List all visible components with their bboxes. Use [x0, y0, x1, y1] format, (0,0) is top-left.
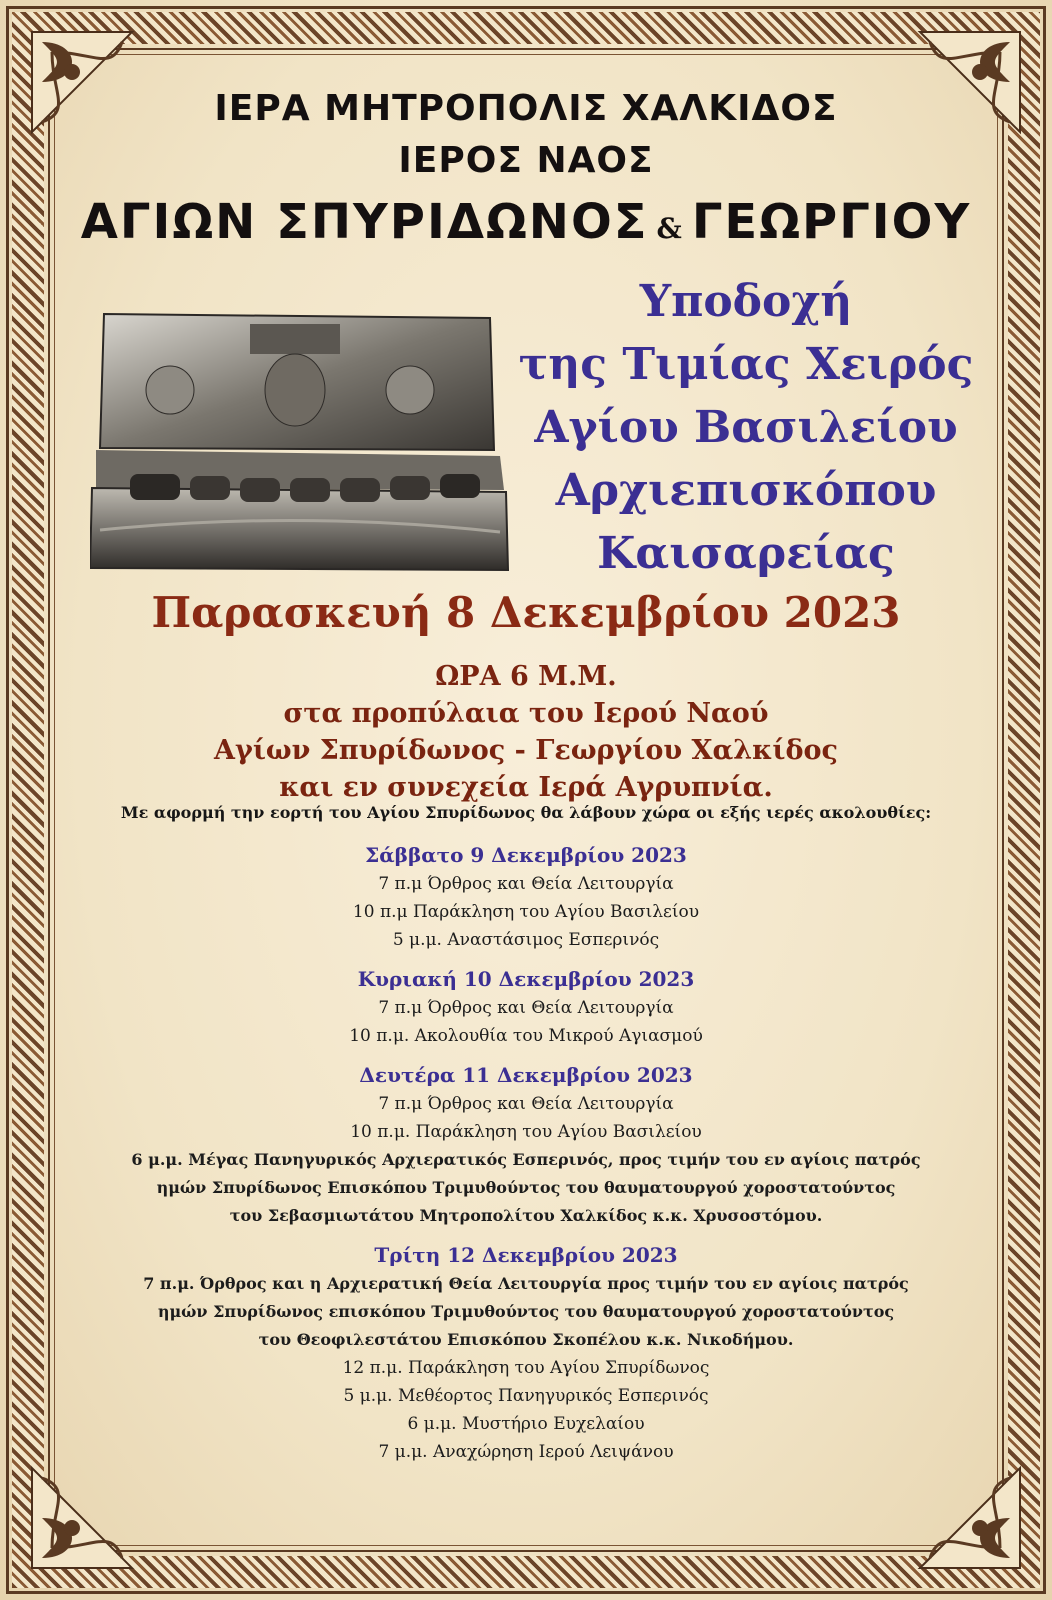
service-item: 7 π.μ Όρθρος και Θεία Λειτουργία	[378, 874, 674, 894]
service-item: 7 μ.μ. Αναχώρηση Ιερού Λειψάνου	[378, 1442, 674, 1462]
church-name-part2: ΓΕΩΡΓΙΟΥ	[691, 194, 972, 250]
service-item-bold: ημών Σπυρίδωνος επισκόπου Τριμυθούντος του θαυματουργού χοροστατούντος	[157, 1302, 895, 1321]
metropolis-title: ΙΕΡΑ ΜΗΤΡΟΠΟΛΙΣ ΧΑΛΚΙΔΟΣ	[214, 88, 838, 129]
relic-line: Αρχιεπισκόπου	[555, 465, 937, 516]
church-name	[70, 194, 982, 250]
service-item: 5 μ.μ. Αναστάσιμος Εσπερινός	[392, 930, 660, 950]
event-place: και εν συνεχεία Ιερά Αγρυπνία.	[279, 772, 773, 803]
relic-line: Αγίου Βασιλείου	[534, 402, 958, 453]
service-item-bold: 6 μ.μ. Μέγας Πανηγυρικός Αρχιερατικός Εσπερινός, προς τιμήν του εν αγίοις πατρός	[131, 1150, 921, 1169]
event-place: στα προπύλαια του Ιερού Ναού	[283, 698, 769, 729]
event-details	[70, 658, 982, 806]
schedule-day-title: Δευτέρα 11 Δεκεμβρίου 2023	[359, 1063, 693, 1087]
service-item-bold: 7 π.μ. Όρθρος και η Αρχιερατική Θεία Λειτουργία προς τιμήν του εν αγίοις πατρός	[143, 1274, 909, 1293]
service-item: 12 π.μ. Παράκληση του Αγίου Σπυρίδωνος	[342, 1358, 710, 1378]
service-item: 10 π.μ. Ακολουθία του Μικρού Αγιασμού	[349, 1026, 703, 1046]
poster-content	[70, 70, 982, 1530]
service-item: 6 μ.μ. Μυστήριο Ευχελαίου	[407, 1414, 645, 1434]
schedule-day-title: Τρίτη 12 Δεκεμβρίου 2023	[374, 1243, 678, 1267]
schedule-day-title: Σάββατο 9 Δεκεμβρίου 2023	[365, 843, 687, 867]
event-time: ΩΡΑ 6 Μ.Μ.	[435, 661, 617, 692]
schedule	[70, 840, 982, 1466]
schedule-day-title: Κυριακή 10 Δεκεμβρίου 2023	[357, 967, 695, 991]
service-item: 5 μ.μ. Μεθέορτος Πανηγυρικός Εσπερινός	[343, 1386, 709, 1406]
relic-line: της Τιμίας Χειρός	[518, 339, 974, 390]
event-place: Αγίων Σπυρίδωνος - Γεωργίου Χαλκίδος	[214, 735, 838, 766]
reliquary-image	[90, 310, 510, 572]
service-item: 7 π.μ Όρθρος και Θεία Λειτουργία	[378, 1094, 674, 1114]
schedule-intro: Με αφορμή την εορτή του Αγίου Σπυρίδωνος θα λάβουν χώρα οι εξής ιερές ακολουθίες:	[120, 803, 932, 822]
relic-announcement	[510, 270, 982, 585]
service-item-bold: του Θεοφιλεστάτου Επισκόπου Σκοπέλου κ.κ. Νικοδήμου.	[258, 1330, 794, 1349]
relic-line: Καισαρείας	[597, 528, 895, 579]
service-item: 7 π.μ Όρθρος και Θεία Λειτουργία	[378, 998, 674, 1018]
service-item: 10 π.μ Παράκληση του Αγίου Βασιλείου	[352, 902, 700, 922]
service-item: 10 π.μ. Παράκληση του Αγίου Βασιλείου	[350, 1122, 702, 1142]
service-item-bold: ημών Σπυρίδωνος Επισκόπου Τριμυθούντος του θαυματουργού χοροστατούντος	[156, 1178, 896, 1197]
church-name-part1: ΑΓΙΩΝ ΣΠΥΡΙΔΩΝΟΣ	[80, 194, 649, 250]
church-name-ampersand: &	[656, 212, 684, 245]
relic-line: Υποδοχή	[639, 276, 853, 327]
service-item-bold: του Σεβασμιωτάτου Μητροπολίτου Χαλκίδος κ.κ. Χρυσοστόμου.	[229, 1206, 823, 1225]
event-date: Παρασκευή 8 Δεκεμβρίου 2023	[151, 588, 901, 637]
church-label: ΙΕΡΟΣ ΝΑΟΣ	[398, 140, 654, 181]
